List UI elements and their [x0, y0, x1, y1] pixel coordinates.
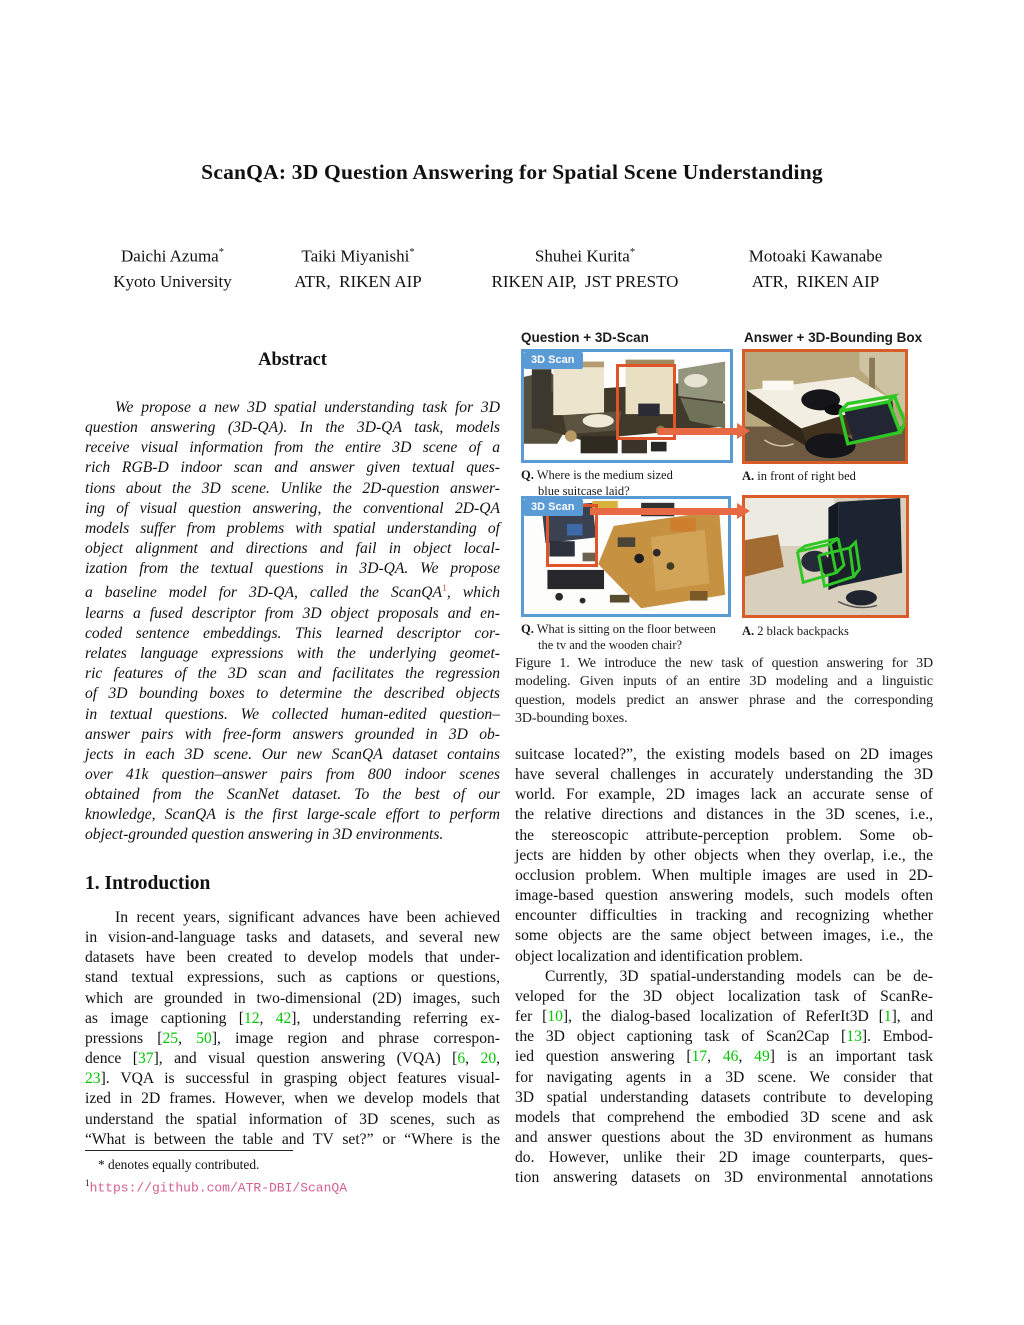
- footnote-block: [85, 1150, 500, 1197]
- text-line: obtained from the ScanNet dataset. To the best of our: [85, 786, 500, 804]
- footnote-rule: [85, 1150, 293, 1151]
- text-line: do. However, unlike their 2D image counterparts, ques-: [515, 1149, 933, 1167]
- text-line: over 41k question–answer pairs from 800 indoor scenes: [85, 766, 500, 783]
- text-line: the stereoscopic attribute-perception problem. Some ob-: [515, 826, 933, 844]
- author-block-3: [475, 240, 695, 294]
- figure-col-header-question: Question + 3D-Scan: [521, 330, 649, 345]
- text-line: modeling. Given inputs of an entire 3D modeling and a linguistic: [515, 674, 933, 690]
- arrow-right-icon: [590, 503, 750, 520]
- text-line: question, models predict an answer phrase and the corresponding: [515, 692, 933, 708]
- text-span: A.: [742, 469, 755, 483]
- text-line: receive visual information from the entire 3D scene of a: [85, 439, 500, 457]
- text-line: a baseline model for 3D-QA, called the ScanQA$^1$, which: [85, 583, 501, 602]
- author-affiliation: Kyoto University: [113, 271, 232, 291]
- text-line: ric features of the 3D scan and facilitates the regression: [85, 665, 500, 683]
- body-paragraph-2: [515, 967, 933, 1189]
- citation-link[interactable]: 10: [547, 1008, 563, 1026]
- text-line: rich RGB-D indoor scan and answer given textual ques-: [85, 459, 500, 477]
- text-line: answer pairs with free-form answers grounded in 3D ob-: [85, 725, 500, 743]
- text-line: datasets have been created to develop models that under-: [85, 949, 500, 967]
- author-name: [85, 240, 260, 269]
- text-line: in vision-and-language tasks and datasets, and several new: [85, 929, 500, 947]
- text-line: pressions [25, 50], image region and phrase correspon-: [85, 1029, 500, 1047]
- text-line: object-grounded question answering in 3D environments.: [85, 826, 444, 844]
- text-line: the 3D object captioning task of Scan2Cap [13]. Embod-: [515, 1028, 934, 1046]
- text-line: A. 2 black backpacks: [742, 624, 849, 638]
- author-mark: *: [409, 247, 415, 258]
- text-line: ing of visual question answering, the conventional 2D-QA: [85, 499, 500, 517]
- text-line: jects are hidden by other objects when they overlap, i.e., the: [515, 846, 933, 864]
- text-line: blue suitcase laid?: [538, 484, 630, 498]
- figure-answer-2: [742, 623, 932, 639]
- author-name: [475, 240, 695, 269]
- text-span: A.: [742, 624, 755, 638]
- text-line: * denotes equally contributed.: [98, 1157, 260, 1172]
- intro-paragraph: [85, 908, 500, 1150]
- author-block-2: [268, 240, 448, 294]
- text-line: models that comprehend the embodied 3D scene and ask: [515, 1108, 933, 1126]
- figure-question-1: [521, 467, 736, 499]
- citation-link[interactable]: 17: [691, 1048, 708, 1066]
- footnote-equal-contribution: [85, 1155, 500, 1174]
- citation-link[interactable]: 37: [138, 1050, 154, 1068]
- text-line: dence [37], and visual question answering (VQA) [6, 20,: [85, 1050, 501, 1068]
- abstract-paragraph: [85, 398, 500, 846]
- text-line: suitcase located?”, the existing models based on 2D images: [515, 746, 933, 763]
- text-line: 23]. VQA is successful in grasping object features visual-: [85, 1070, 500, 1088]
- text-line: in textual questions. We collected human-edited question–: [85, 705, 500, 723]
- text-line: of 3D bounding boxes to determine the described objects: [85, 685, 500, 703]
- citation-link[interactable]: 49: [754, 1048, 770, 1066]
- text-line: stand textual expressions, such as captions or questions,: [85, 969, 500, 987]
- citation-link[interactable]: 42: [275, 1009, 292, 1027]
- text-line: encounter difficulties in tracking and recognizing whether: [515, 907, 933, 925]
- arrow-right-icon: [658, 423, 750, 440]
- scan-badge-2: 3D Scan: [524, 499, 583, 516]
- answer-photo-bed: [742, 349, 908, 464]
- text-line: occlusion problem. When multiple images are used in 2D-: [515, 866, 933, 884]
- footnote-github-link: [85, 1174, 500, 1197]
- text-line: veloped for the 3D object localization task of ScanRe-: [515, 987, 933, 1005]
- text-line: In recent years, significant advances have been achieved: [115, 909, 500, 926]
- citation-link[interactable]: 13: [846, 1028, 862, 1046]
- text-line: some objects are the same object between images, i.e., the: [515, 927, 933, 945]
- citation-link[interactable]: 50: [196, 1029, 212, 1047]
- text-span: Q.: [521, 622, 534, 636]
- author-block-4: [708, 240, 923, 294]
- citation-link[interactable]: 23: [85, 1070, 101, 1088]
- citation-link[interactable]: 6: [457, 1050, 466, 1068]
- author-name: [268, 240, 448, 269]
- citation-link[interactable]: 20: [480, 1050, 497, 1068]
- text-line: relates language expressions with the underlying geomet-: [85, 645, 500, 663]
- text-span: 1: [85, 1178, 90, 1188]
- author-mark: *: [629, 247, 636, 258]
- text-line: the tv and the wooden chair?: [538, 638, 683, 652]
- right-column-text: [515, 745, 933, 1188]
- figure-caption: [515, 655, 933, 728]
- citation-link[interactable]: 46: [722, 1048, 739, 1066]
- citation-link[interactable]: 1: [883, 1008, 892, 1026]
- text-line: Currently, 3D spatial-understanding models can be de-: [545, 967, 933, 985]
- text-line: ization from the textual questions in 3D-QA. We propose: [85, 560, 500, 578]
- text-line: ied question answering [17, 46, 49] is an important task: [515, 1048, 934, 1066]
- text-line: fer [10], the dialog-based localization of ReferIt3D [1], and: [515, 1008, 934, 1026]
- author-affiliation: ATR, RIKEN AIP: [751, 271, 880, 291]
- text-line: world. For example, 2D images lack an accurate sense of: [515, 786, 933, 804]
- text-line: learns a fused descriptor from 3D object proposals and en-: [85, 604, 500, 622]
- body-paragraph-1: [515, 745, 933, 967]
- text-line: 3D spatial understanding datasets contribute to developing: [515, 1088, 933, 1106]
- answer-photo-backpacks: [742, 495, 909, 618]
- text-line: 3D-bounding boxes.: [515, 710, 628, 726]
- citation-link[interactable]: 12: [243, 1009, 260, 1027]
- author-name: [708, 240, 923, 269]
- footnote-ref: 1: [442, 583, 447, 595]
- text-line: the relative directions and distances in the 3D scenes, i.e.,: [515, 806, 933, 824]
- author-affiliation: ATR, RIKEN AIP: [294, 271, 422, 291]
- answer-photo-bed-graphic: [745, 352, 905, 461]
- text-line: for navigating agents in a 3D scene. We consider that: [515, 1068, 933, 1086]
- text-line: image-based question answering models, such models often: [515, 887, 933, 905]
- text-line: question answering (3D-QA). In the 3D-QA task, models: [85, 419, 500, 437]
- author-block-1: [85, 240, 260, 294]
- text-line: Q. What is sitting on the floor between: [521, 622, 716, 636]
- text-line: ized in 2D frames. However, when we develop models that: [85, 1090, 500, 1108]
- text-line: understand the spatial information of 3D scenes, such as: [85, 1110, 500, 1128]
- text-line: object localization and identification problem.: [515, 947, 803, 965]
- text-line: tion answering datasets on 3D environmental annotations: [515, 1169, 933, 1187]
- citation-link[interactable]: 25: [162, 1029, 179, 1047]
- author-name-text: Motoaki Kawanabe: [748, 246, 883, 266]
- figure-question-2: [521, 621, 739, 653]
- author-affiliation: RIKEN AIP, JST PRESTO: [491, 271, 679, 291]
- text-line: A. in front of right bed: [742, 469, 856, 483]
- text-line: Q. Where is the medium sized: [521, 468, 673, 482]
- author-name-text: Taiki Miyanishi: [301, 246, 410, 266]
- text-line: “What is between the table and TV set?” or “Where is the: [85, 1130, 500, 1148]
- scan-badge-1: 3D Scan: [524, 352, 583, 369]
- text-line: models suffer from problems with spatial understanding of: [85, 519, 500, 537]
- abstract-heading: Abstract: [258, 350, 327, 370]
- figure-col-header-answer: Answer + 3D-Bounding Box: [744, 330, 923, 345]
- text-line: jects in each 3D scene. Our new ScanQA dataset contains: [85, 745, 500, 763]
- text-line: We propose a new 3D spatial understanding task for 3D: [115, 399, 500, 416]
- text-line: knowledge, ScanQA is the first large-scale effort to perform: [85, 806, 500, 824]
- section-heading-introduction: 1. Introduction: [85, 873, 211, 894]
- text-line: Figure 1. We introduce the new task of question answering for 3D: [515, 656, 933, 671]
- author-name-text: Shuhei Kurita: [534, 246, 630, 266]
- text-line: coded sentence embeddings. This learned descriptor cor-: [85, 624, 500, 642]
- text-line: tions about the 3D scene. Unlike the 2D-question answer-: [85, 479, 500, 497]
- answer-photo-backpacks-graphic: [745, 498, 906, 615]
- author-name-text: Daichi Azuma: [121, 246, 219, 266]
- text-line: which are grounded in two-dimensional (2D) images, such: [85, 989, 500, 1007]
- text-line: as image captioning [12, 42], understanding referring ex-: [85, 1009, 500, 1027]
- external-link[interactable]: https://github.com/ATR-DBI/ScanQA: [89, 1180, 348, 1196]
- author-mark: *: [218, 247, 224, 258]
- text-line: and answer questions about the 3D environment as humans: [515, 1128, 933, 1146]
- text-line: object alignment and directions and fail in object local-: [85, 540, 500, 558]
- text-span: Q.: [521, 468, 534, 482]
- paper-title: ScanQA: 3D Question Answering for Spatial Scene Understanding: [201, 160, 823, 184]
- figure-1: [515, 328, 933, 655]
- text-line: [85, 1174, 500, 1197]
- figure-answer-1: [742, 468, 932, 484]
- text-line: have several challenges in accurately understanding the 3D: [515, 766, 933, 784]
